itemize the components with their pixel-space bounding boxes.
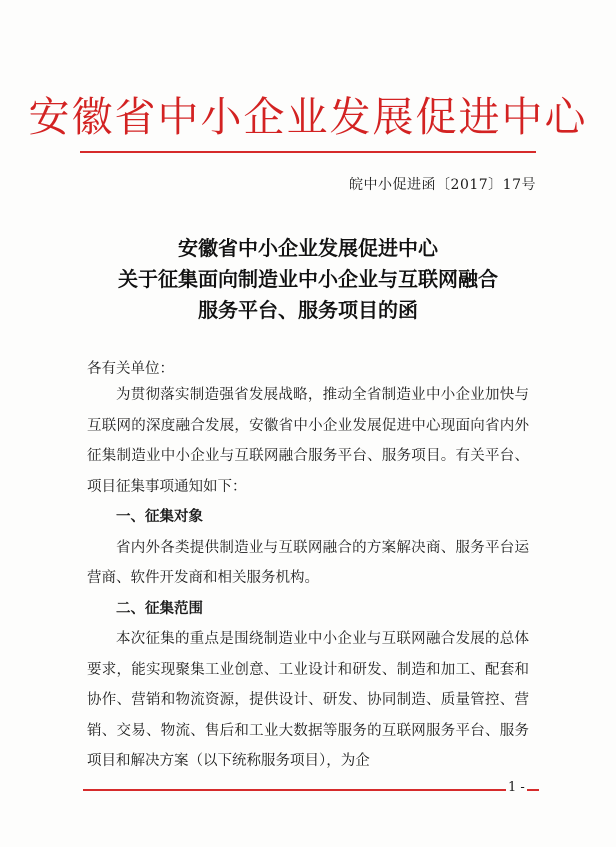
- section-heading-1: 一、征集对象: [116, 509, 203, 525]
- footer-red-rule: [83, 789, 539, 791]
- issuing-organization-header: 安徽省中小企业发展促进中心: [28, 93, 588, 141]
- document-body: [87, 380, 529, 777]
- page-number: 1 -: [508, 780, 525, 795]
- title-line-1: 安徽省中小企业发展促进中心: [178, 236, 438, 260]
- intro-paragraph: 为贯彻落实制造强省发展战略，推动全省制造业中小企业加快与互联网的深度融合发展，安徽省中小企业发展促进中心现面向省内外征集制造业中小企业与互联网融合服务平台、服务项目。有关平台、项目征集事项通知如下：: [87, 387, 529, 495]
- title-line-2: 关于征集面向制造业中小企业与互联网融合: [118, 267, 498, 291]
- section-text-2: 本次征集的重点是围绕制造业中小企业与互联网融合发展的总体要求，能实现聚集工业创意、工业设计和研发、制造和加工、配套和协作、营销和物流资源，提供设计、研发、协同制造、质量管控、营销、交易、物流、售后和工业大数据等服务的互联网服务平台、服务项目和解决方案（以下统称服务项目），为企: [87, 631, 529, 769]
- header-red-rule: [80, 151, 536, 153]
- section-heading-2: 二、征集范围: [116, 600, 203, 617]
- salutation: 各有关单位：: [87, 361, 174, 377]
- section-text-1: 省内外各类提供制造业与互联网融合的方案解决商、服务平台运营商、软件开发商和相关服务机构。: [87, 539, 529, 586]
- document-number: 皖中小促进函〔2017〕17号: [349, 177, 536, 193]
- title-line-3: 服务平台、服务项目的函: [198, 298, 418, 322]
- document-title: [0, 233, 616, 326]
